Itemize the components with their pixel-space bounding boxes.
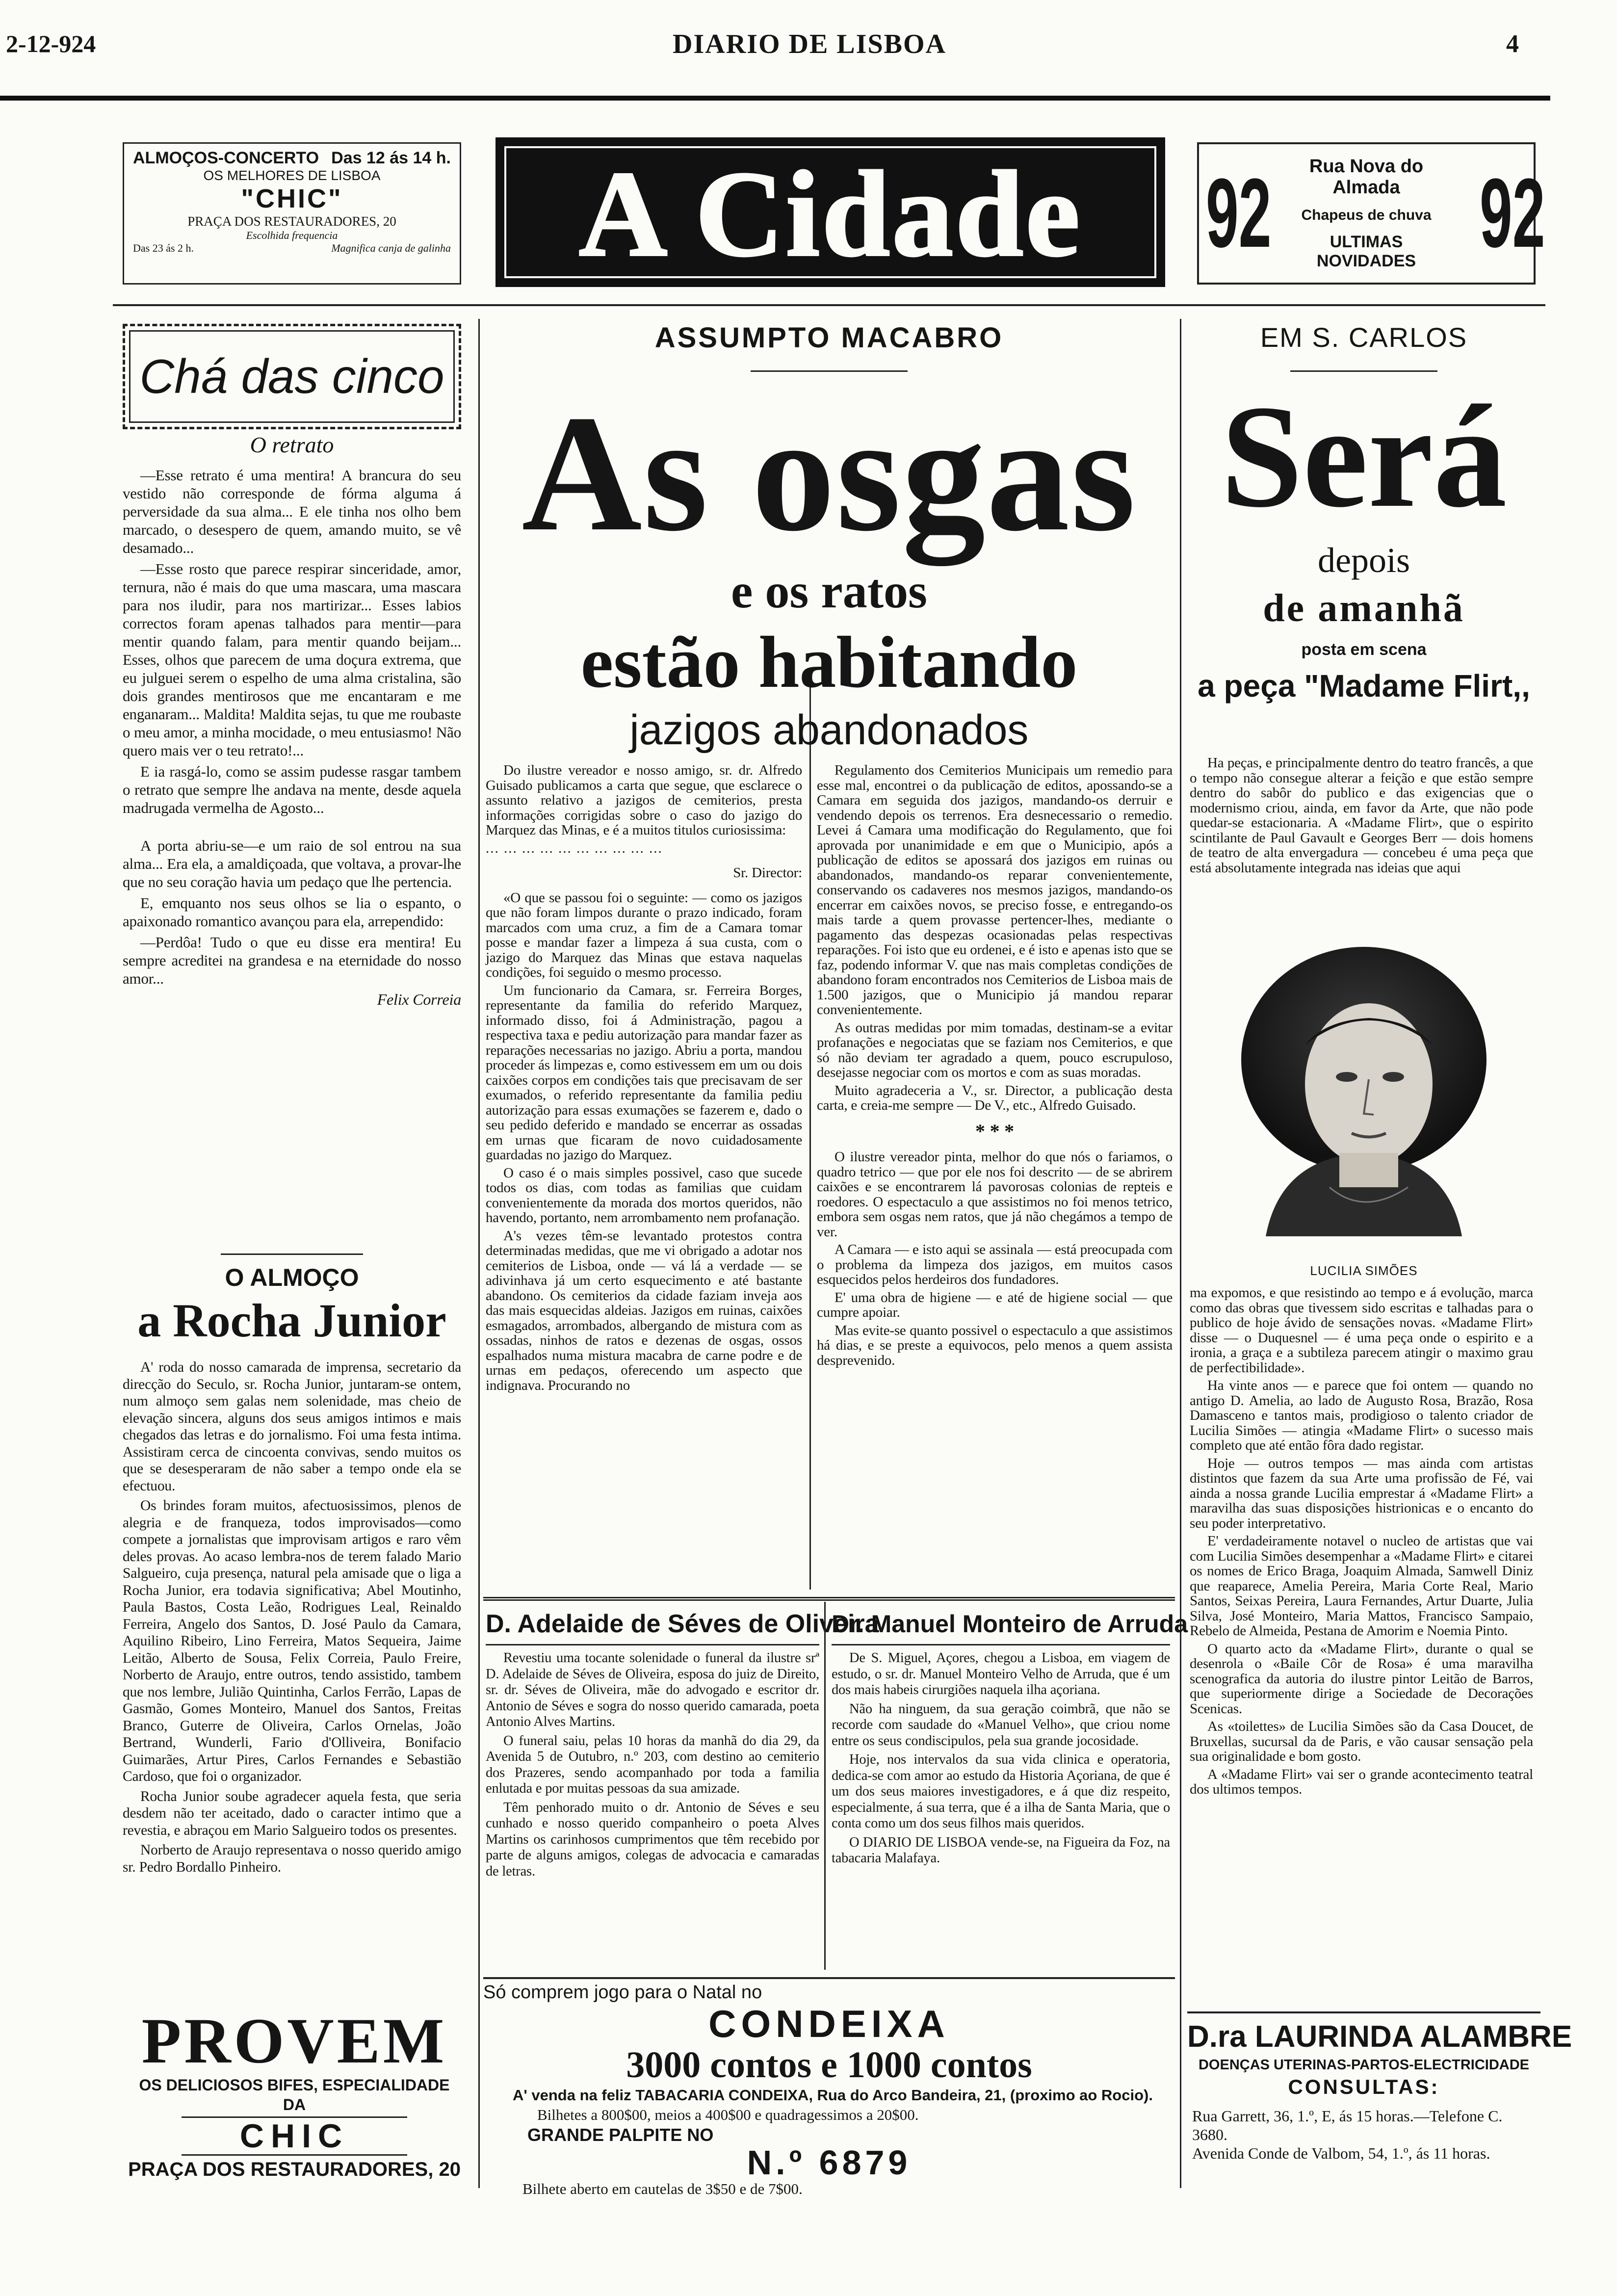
article-paragraph: O ilustre vereador pinta, melhor do que nós o fariamos, o quadro tetrico — que por ele nos foi descrito — de se abrirem caixões e se encontrarem lá pavorosas colonias de repteis e roedores. O espectaculo a que assistimos no foi menos tetrico, embora sem osgas nem ratos, que já não chegámos a tempo de ver. xyxy=(817,1149,1173,1240)
provem-address: PRAÇA DOS RESTAURADORES, 20 xyxy=(128,2159,461,2180)
article-paragraph: A's vezes têm-se levantado protestos contra determinadas medidas, que me vi obrigado a adotar nos cemiterios de Lisboa, onde — vá lá a verdade — se adivinhava já um certo esquecimento e até bastante abandono. Os cemiterios da cidade faziam inveja aos das mais esquecidas aldeias. Jazigos em ruinas, caixões esmagados, arrombados, albergando de mistura com as ossadas, ninhos de ratos e dezenas de osgas, ossos espalhados numa mistura macabra de carne podre e de urnas em pedaços, oferecendo um aspecto que indignava. Procurando no xyxy=(486,1227,802,1393)
ad-provem xyxy=(123,2007,466,2193)
ad-almada-line2: Chapeus de chuva xyxy=(1301,207,1432,223)
lottery-line3: A' venda na feliz TABACARIA CONDEIXA, Rua do Arco Bandeira, 21, (proximo ao Rocio). xyxy=(513,2087,1153,2104)
ad-almocos-line2: OS MELHORES DE LISBOA xyxy=(203,168,381,183)
lottery-name: CONDEIXA xyxy=(708,2002,950,2045)
doctor-address-2: Avenida Conde de Valbom, 54, 1.º, ás 11 horas. xyxy=(1192,2144,1490,2162)
arrival-paragraph: De S. Miguel, Açores, chegou a Lisboa, em viagem de estudo, o sr. dr. Manuel Monteiro Velho de Arruda, que é um dos mais habeis cirurgiões naquela ilha açoriana. xyxy=(832,1650,1170,1697)
story-signature: Felix Correia xyxy=(377,991,461,1008)
theatre-headline-sera: Será xyxy=(1221,375,1507,538)
article-paragraph: Um funcionario da Camara, sr. Ferreira Borges, representante da familia do referido Marquez, informado disso, foi á Administração, pagou a respectiva taxa e pediu autorização para mandar fazer as reparações necessarias no jazigo. Abriu a porta, mandou proceder ás limpezas e, como estivessem em um ou dois caixões corpos em condições tais que precisavam de ser exumados, o referido representante da familia pediu autorização para essas exumações se fazerem e, dado o seu pedido deferido e mandado se encerrar as ossadas em urnas que ficaram de novo cuidadosamente guardadas no jazigo do Marquez. xyxy=(486,982,802,1163)
page-date: 2-12-924 xyxy=(6,30,96,57)
theatre-paragraph: E' verdadeiramente notavel o nucleo de artistas que vai com Lucilia Simões desempenhar a «Madame Flirt» e citarei os nomes de Erico Braga, Joaquim Almada, Samwell Diniz que reaparece, Amelia Pereira, Maria Corte Real, Mario Santos, Seixas Pereira, Laura Fernandes, Artur Duarte, Julia Silva, José Monteiro, Maria Mattos, Francisco Sampaio, Rebelo de Almeida, Pestana de Amorim e Noemia Pinto. xyxy=(1190,1533,1533,1639)
article-paragraph: Mas evite-se quanto possivel o espectaculo a que assistimos há dias, e se preste a equivocos, pelo menos a quem assista desprevenido. xyxy=(817,1322,1173,1368)
notices-rule xyxy=(483,1597,1175,1601)
theatre-paragraph: As «toilettes» de Lucilia Simões são da Casa Doucet, de Bruxellas, sucursal da de Paris, e vão causar sensação pela sua originalidade e bom gosto. xyxy=(1190,1719,1533,1764)
article-paragraph: A Camara — e isto aqui se assinala — está preocupada com o problema da limpeza dos jazigos, em muitos casos esquecidos pelos herdeiros dos fundadores. xyxy=(817,1242,1173,1287)
theatre-headline-peca: a peça "Madame Flirt,, xyxy=(1198,668,1530,704)
lottery-ad xyxy=(483,1977,1175,2197)
portrait-image xyxy=(1207,922,1521,1256)
ad-almocos-name: "CHIC" xyxy=(241,184,343,213)
newspaper-masthead: DIARIO DE LISBOA xyxy=(673,29,946,59)
theatre-paragraph: ma expomos, e que resistindo ao tempo e á evolução, marca como das obras que tivessem sido escritas e talhadas para o publico de hoje ávido de sensações novas. «Madame Flirt» disse — o Duquesnel — é uma peça onde o espirito e a ironia, a graça e a subtileza parecem atingir o maximo grau de perfectibilidade». xyxy=(1190,1285,1533,1376)
ad-almocos-address: PRAÇA DOS RESTAURADORES, 20 xyxy=(187,214,396,229)
story-paragraph: A porta abriu-se—e um raio de sol entrou na sua alma... Era ela, a amaldiçoada, que voltava, a provar-lhe que no seu coração havia um pedaço que lhe pertencia. xyxy=(123,837,461,890)
theatre-headline-amanha: de amanhã xyxy=(1263,587,1465,630)
ad-almada-line1: Rua Nova do Almada xyxy=(1309,156,1424,198)
article-paragraph: As outras medidas por mim tomadas, destinam-se a evitar profanações e negociatas que se faziam nos Cemiterios, e que só não deviam ter agradado a quem, pouco escrupuloso, desejasse negociar com os mortos e com as suas moradas. xyxy=(817,1019,1173,1080)
theatre-kicker: EM S. CARLOS xyxy=(1260,322,1468,353)
article-asterisks: * * * xyxy=(975,1120,1014,1142)
lottery-line1: Só comprem jogo para o Natal no xyxy=(483,1982,762,2003)
banner-rule xyxy=(113,304,1545,306)
ad-almocos-concerto xyxy=(123,142,461,285)
story-paragraph: E, emquanto nos seus olhos se lia o espanto, o apaixonado romantico avançou para ela, arrependido: xyxy=(123,894,461,930)
lunch-paragraph: Rocha Junior soube agradecer aquela festa, que seria desdem não ter aceitado, dado o caracter intimo que a revestia, e abraçou em Mario Salgueiro todos os presentes. xyxy=(123,1788,461,1838)
article-paragraph: Regulamento dos Cemiterios Municipais um remedio para esse mal, encontrei o da publicação de editos, apossando-se a Camara em seguida dos jazigos, mandando-os derruir e vendendo depois os terrenos. Era desnecessario o remedio. Levei á Camara uma modificação do Regulamento, que foi aprovada por unanimidade e em que o Municipio, após a publicação de editos se apossará dos jazigos em ruinas ou abandonados, mandando-os reparar convenientemente, conservando os cadaveres nos mesmos jazigos, mandando-os encerrar em caixões novos, se preciso fosse, e entregando-os mais tarde a quem provasse pertencer-lhes, mediante o pagamento das despezas ocasionadas pelas respectivas reparações. Foi isto que eu ordenei, e é isto e apenas isto que se faz, podendo informar V. que nas mais completas condições de abandono foram encontrados nos Cemiterios de Lisboa mais de 1.500 jazigos, que o Municipio já mandou reparar convenientemente. xyxy=(817,762,1173,1018)
provem-name: CHIC xyxy=(182,2116,407,2156)
headline-jazigos: jazigos abandonados xyxy=(629,706,1029,754)
lottery-number: N.º 6879 xyxy=(747,2143,912,2182)
theatre-intro: Ha peças, e principalmente dentro do teatro francês, a que o tempo não consegue alterar a feição e que estão sempre dentro do sabôr do publico e das exigencias que o modernismo criou, ainda, em favor da Arte, que não pode quedar-se estacionaria. A «Madame Flirt», que o espirito scintilante de Paul Gavault e Georges Berr — dois homens de teatro de alta envergadura — concebeu é uma peça que está absolutamente integrada nas ideias que aqui xyxy=(1190,755,1533,876)
lottery-line4: Bilhetes a 800$00, meios a 400$00 e quadragessimos a 20$00. xyxy=(537,2106,919,2123)
lunch-title: a Rocha Junior xyxy=(137,1294,446,1347)
ad-almocos-night: Das 23 ás 2 h. xyxy=(133,242,194,254)
arrival-paragraph: Não ha ninguem, da sua geração coimbrã, que não se recorde com saudade do «Manuel Velho», que criou nome entre os seus condiscipulos, pela sua grande jocosidade. xyxy=(832,1701,1170,1748)
lottery-prize: 3000 contos e 1000 contos xyxy=(626,2044,1032,2086)
doctor-consult: CONSULTAS: xyxy=(1288,2075,1440,2098)
theatre-headline-scena: posta em scena xyxy=(1301,640,1427,659)
story-paragraph: —Esse retrato é uma mentira! A brancura do seu vestido não corresponde de fórma alguma á perversidade da sua alma... E ele tinha nos olho bem marcado, o desespero de quem, amando muito, se vê desamado... xyxy=(123,467,461,556)
obituary-paragraph: O funeral saiu, pelas 10 horas da manhã do dia 29, da Avenida 5 de Outubro, n.º 203, com destino ao cemiterio dos Prazeres, sendo acompanhado por toda a familia enlutada e por muitas pessoas da sua amizade. xyxy=(486,1733,819,1796)
ad-almocos-canja: Magnifica canja de galinha xyxy=(331,242,451,254)
article-kicker: ASSUMPTO MACABRO xyxy=(654,322,1004,354)
story-paragraph: E ia rasgá-lo, como se assim pudesse rasgar tambem o retrato que sempre lhe andava na mente, desde aquela madrugada vermelha de Agosto... xyxy=(123,763,461,816)
headline-e-os-ratos: e os ratos xyxy=(731,564,927,618)
theatre-body xyxy=(1190,1285,1533,1800)
lunch-paragraph: A' roda do nosso camarada de imprensa, secretario da direcção do Seculo, sr. Rocha Junior, juntaram-se ontem, num almoço sem galas nem solenidade, mas cheio de elevação sincera, alguns dos seus amigos intimos e mais chegados das letras e do jornalismo. Foi uma festa intima. Assistiram cerca de cincoenta convivas, sendo muitos os que se desesperaram de não saber a tempo onde ela se efectuou. xyxy=(123,1359,461,1494)
story-paragraph: —Perdôa! Tudo o que eu disse era mentira! Eu sempre acreditei na grandesa e na eternidade do nosso amor... xyxy=(123,934,461,987)
lunch-paragraph: Os brindes foram muitos, afectuosissimos, plenos de alegria e de franqueza, todos improvisados—como compete a jornalistas que improvisam artigos e raro vêm deles provas. Ao acaso lembra-nos de terem falado Mario Salgueiro, cuja presença, natural pela amisade que o liga a Rocha Junior, era todavia significativa; Abel Moutinho, Paula Bastos, Costa Leão, Rodrigues Leal, Reinaldo Ferreira, Angelo dos Santos, D. José Paulo da Camara, Aquilino Ribeiro, Lino Ferreira, Matos Sequeira, Jaime Leitão, Alberto de Sousa, Felix Correia, Paulo Freire, Norberto de Araujo, entre outros, tendo assistido, tambem que nos lembre, Julião Quintinha, Carlos Ferrão, Lapas de Gasmão, Gomes Monteiro, Manuel dos Santos, Freitas Branco, Guterre de Oliveira, Carlos Ornelas, João Bertrand, Wunderli, Fario d'Olliveira, Bonifacio Guimarães, Artur Pires, Carlos Fernandes e Sebastião Cardoso, que foi o organizador. xyxy=(123,1498,461,1784)
theatre-paragraph: A «Madame Flirt» vai ser o grande acontecimento teatral dos ultimos tempos. xyxy=(1190,1766,1533,1797)
story-title: O retrato xyxy=(250,432,334,457)
provem-line1: OS DELICIOSOS BIFES, ESPECIALIDADE DA xyxy=(139,2076,450,2113)
headline-estao-habitando: estão habitando xyxy=(580,622,1078,703)
arrival-notice xyxy=(832,1607,1188,1870)
page-number: 4 xyxy=(1506,30,1519,58)
doctor-specialty: DOENÇAS UTERINAS-PARTOS-ELECTRICIDADE xyxy=(1198,2057,1529,2073)
notices-divider xyxy=(824,1602,826,1970)
lunch-kicker: O ALMOÇO xyxy=(225,1264,359,1291)
obituary-notice xyxy=(486,1607,879,1882)
photo-caption: LUCILIA SIMÕES xyxy=(1310,1263,1418,1278)
theatre-paragraph: O quarto acto da «Madame Flirt», durante o qual se desenrola o «Baile Côr de Rosa» é uma maravilha scenografica da autoria do ilustre pintor Leitão de Barros, que superiormente dirige a Sociedade de Decorações Scenicas. xyxy=(1190,1641,1533,1717)
lunch-paragraph: Norberto de Araujo representava o nosso querido amigo sr. Pedro Bordallo Pinheiro. xyxy=(123,1842,461,1875)
article-paragraph: E' uma obra de higiene — e até de higiene social — que cumpre apoiar. xyxy=(817,1289,1173,1320)
article-paragraph: Muito agradeceria a V., sr. Director, a publicação desta carta, e creia-me sempre — De V., etc., Alfredo Guisado. xyxy=(817,1082,1173,1113)
lottery-line6: Bilhete aberto em cautelas de 3$50 e de 7$00. xyxy=(522,2180,803,2197)
ad-almocos-line1: ALMOÇOS-CONCERTO xyxy=(133,149,319,167)
ad-almada-number-left: 92 xyxy=(1206,158,1272,268)
theatre-paragraph: Hoje — outros tempos — mas ainda com artistas distintos que fazem da sua Arte uma profissão de Fé, vai ainda a nossa grande Lucilia emprestar á «Madame Flirt» a maravilha das suas disposições histrionicas e o encanto do seu poder interpretativo. xyxy=(1190,1455,1533,1531)
arrival-title: Dr. Manuel Monteiro de Arruda xyxy=(832,1607,1170,1645)
article-paragraph: O caso é o mais simples possivel, caso que sucede todos os dias, com todas as familias que cuidam convenientemente da morada dos mortos queridos, não havendo, portanto, nem arrombamento nem profanação. xyxy=(486,1165,802,1226)
cha-das-cinco-title: Chá das cinco xyxy=(139,349,444,403)
ad-doctor-laurinda xyxy=(1187,2011,1572,2193)
article-col-2 xyxy=(817,763,1173,1371)
headline-as-osgas: As osgas xyxy=(522,381,1137,566)
article-salutation: Sr. Director: xyxy=(733,865,802,881)
ad-almada-number-right: 92 xyxy=(1480,158,1545,268)
obituary-paragraph: Revestiu uma tocante solenidade o funeral da ilustre srª D. Adelaide de Séves de Oliveira, esposa do juiz de Direito, sr. dr. Séves de Oliveira, mãe do advogado e escritor dr. Antonio de Séves e sogra do nosso querido camarada, poeta Antonio Alves Martins. xyxy=(486,1650,819,1729)
theatre-paragraph: Ha vinte anos — e parece que foi ontem — quando no antigo D. Amelia, ao lado de Augusto Rosa, Brazão, Rosa Damasceno e tantos mais, prodigioso o talento criador de Lucilia Simões — atingia «Madame Flirt» o sucesso mais completo que até então fôra dado registar. xyxy=(1190,1378,1533,1453)
cha-das-cinco-box xyxy=(123,324,461,429)
section-title: A Cidade xyxy=(504,146,1156,278)
ad-rua-nova-almada xyxy=(1197,142,1545,285)
column-rule-right xyxy=(1180,319,1181,2188)
article-paragraph: Do ilustre vereador e nosso amigo, sr. dr. Alfredo Guisado publicamos a carta que segue, que esclarece o assunto relativo a jazigos de cemiterios, presta informações corrigidas sobre o caso do jazigo do Marquez das Minas, e é a muitos titulos curiosissima: xyxy=(486,762,802,838)
ad-almada-line3: ULTIMAS NOVIDADES xyxy=(1316,233,1416,270)
provem-title: PROVEM xyxy=(141,2005,447,2077)
arrival-paragraph: Hoje, nos intervalos da sua vida clinica e operatoria, dedica-se com amor ao estudo da Historia Açoriana, de que é um dos seus maiores investigadores, e á que diz respeito, especialmente, á sua terra, que é a ilha de Santa Maria, que o conta como um dos seus filhos mais queridos. xyxy=(832,1752,1170,1831)
ad-almocos-line5: Escolhida frequencia xyxy=(246,229,338,241)
obituary-paragraph: Têm penhorado muito o dr. Antonio de Séves e seu cunhado e nosso querido companheiro o poeta Alves Martins os carinhosos cumprimentos que têm recebido por parte de alguns amigos, colegas de advocacia e camaradas de letras. xyxy=(486,1800,819,1879)
story-paragraph: —Esse rosto que parece respirar sinceridade, amor, ternura, não é mais do que uma mascara, uma mascara para nos iludir, para nos martirizar... Esses labios correctos foram apenas talhados para mentir—para mentir quando falam, para mentir quando beijam... Esses, olhos que parecem de uma doçura extrema, que eu julguei serem o espelho de uma alma cristalina, são dois grandes mentirosos que me encantaram e me enganaram... Maldita! Maldita sejas, tu que me roubaste o meu amor, a minha mocidade, o meu entusiasmo! Não quero mais ver o teu retrato!... xyxy=(123,560,461,759)
column-rule-mid xyxy=(809,687,811,1590)
kicker-ornament xyxy=(751,370,908,372)
arrival-paragraph: O DIARIO DE LISBOA vende-se, na Figueira da Foz, na tabacaria Malafaya. xyxy=(832,1834,1170,1866)
section-title-box xyxy=(496,137,1165,287)
obituary-title: D. Adelaide de Séves de Oliveira xyxy=(486,1607,819,1645)
article-paragraph: «O que se passou foi o seguinte: — como os jazigos que não foram limpos durante o prazo indicado, foram marcados com uma cruz, a fim de a Camara tomar posse e mandar fazer a limpeza á sua custa, com o jazigo do Marquez das Minas que estava naquelas condições, foi seguido o mesmo processo. xyxy=(486,889,802,980)
story-body xyxy=(123,466,461,1009)
doctor-name: D.ra LAURINDA ALAMBRE xyxy=(1187,2020,1572,2054)
theatre-headline-depois: depois xyxy=(1318,541,1410,580)
lunch-body xyxy=(123,1359,461,1879)
ad-almocos-hours: Das 12 ás 14 h. xyxy=(331,149,451,167)
lottery-line5: GRANDE PALPITE NO xyxy=(527,2125,714,2145)
article-col-1 xyxy=(486,763,802,1396)
article-dots: ... ... ... ... ... ... ... ... ... ... xyxy=(486,840,663,856)
theatre-kicker-ornament xyxy=(1290,370,1437,372)
header-rule xyxy=(0,96,1550,101)
lunch-divider xyxy=(221,1253,363,1255)
doctor-address-1: Rua Garrett, 36, 1.º, E, ás 15 horas.—Telefone C. 3680. xyxy=(1192,2107,1503,2143)
column-rule-left xyxy=(478,319,480,2188)
lucilia-simoes-photo xyxy=(1207,922,1521,1256)
